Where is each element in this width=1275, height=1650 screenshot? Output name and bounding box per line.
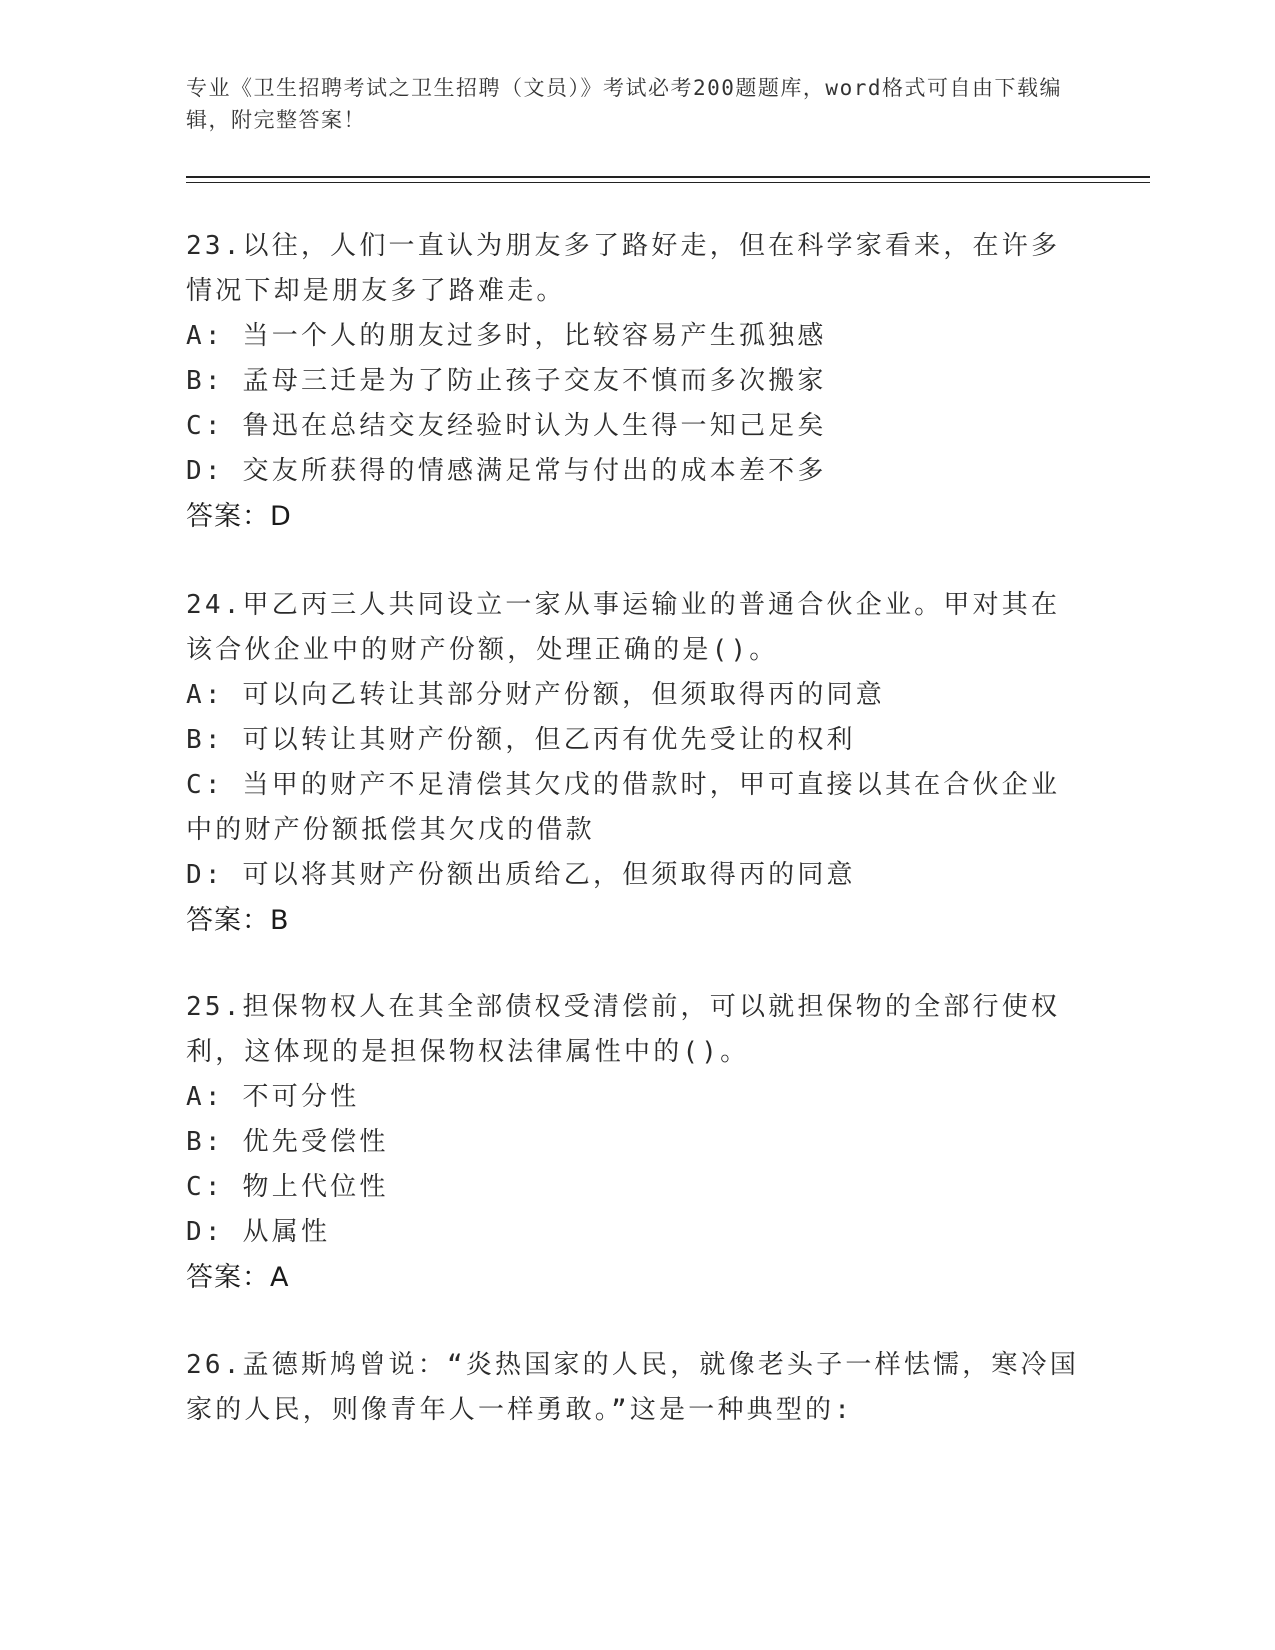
- question-stem: 24.甲乙丙三人共同设立一家从事运输业的普通合伙企业。甲对其在该合伙企业中的财产份额，处理正确的是()。: [186, 590, 1061, 665]
- option-a: A: 可以向乙转让其部分财产份额，但须取得丙的同意: [186, 680, 885, 710]
- question-23: [186, 224, 1086, 539]
- question-26: [186, 1343, 1086, 1433]
- option-b: B: 可以转让其财产份额，但乙丙有优先受让的权利: [186, 725, 856, 755]
- option-c: C: 鲁迅在总结交友经验时认为人生得一知己足矣: [186, 411, 827, 441]
- answer: 答案：B: [186, 905, 290, 936]
- option-a: A: 当一个人的朋友过多时，比较容易产生孤独感: [186, 321, 827, 351]
- question-24: [186, 583, 1086, 943]
- answer: 答案：D: [186, 501, 292, 532]
- option-c: C: 物上代位性: [186, 1172, 389, 1202]
- option-d: D: 从属性: [186, 1217, 331, 1247]
- header-divider-thick: [186, 176, 1150, 178]
- question-stem: 26.孟德斯鸠曾说：“炎热国家的人民，就像老头子一样怯懦，寒冷国家的人民，则像青年人一样勇敢。”这是一种典型的:: [186, 1350, 1080, 1425]
- header-divider-thin: [186, 182, 1150, 183]
- option-d: D: 交友所获得的情感满足常与付出的成本差不多: [186, 456, 827, 486]
- question-25: [186, 985, 1086, 1300]
- option-b: B: 孟母三迁是为了防止孩子交友不慎而多次搬家: [186, 366, 827, 396]
- question-stem: 25.担保物权人在其全部债权受清偿前，可以就担保物的全部行使权利，这体现的是担保物权法律属性中的()。: [186, 992, 1061, 1067]
- answer: 答案：A: [186, 1262, 290, 1293]
- option-b: B: 优先受偿性: [186, 1127, 389, 1157]
- option-c: C: 当甲的财产不足清偿其欠戊的借款时，甲可直接以其在合伙企业中的财产份额抵偿其欠戊的借款: [186, 770, 1061, 845]
- option-d: D: 可以将其财产份额出质给乙，但须取得丙的同意: [186, 860, 856, 890]
- question-stem: 23.以往，人们一直认为朋友多了路好走，但在科学家看来，在许多情况下却是朋友多了路难走。: [186, 231, 1061, 306]
- document-header: 专业《卫生招聘考试之卫生招聘（文员）》考试必考200题题库，word格式可自由下载编辑，附完整答案！: [186, 76, 1062, 132]
- option-a: A: 不可分性: [186, 1082, 360, 1112]
